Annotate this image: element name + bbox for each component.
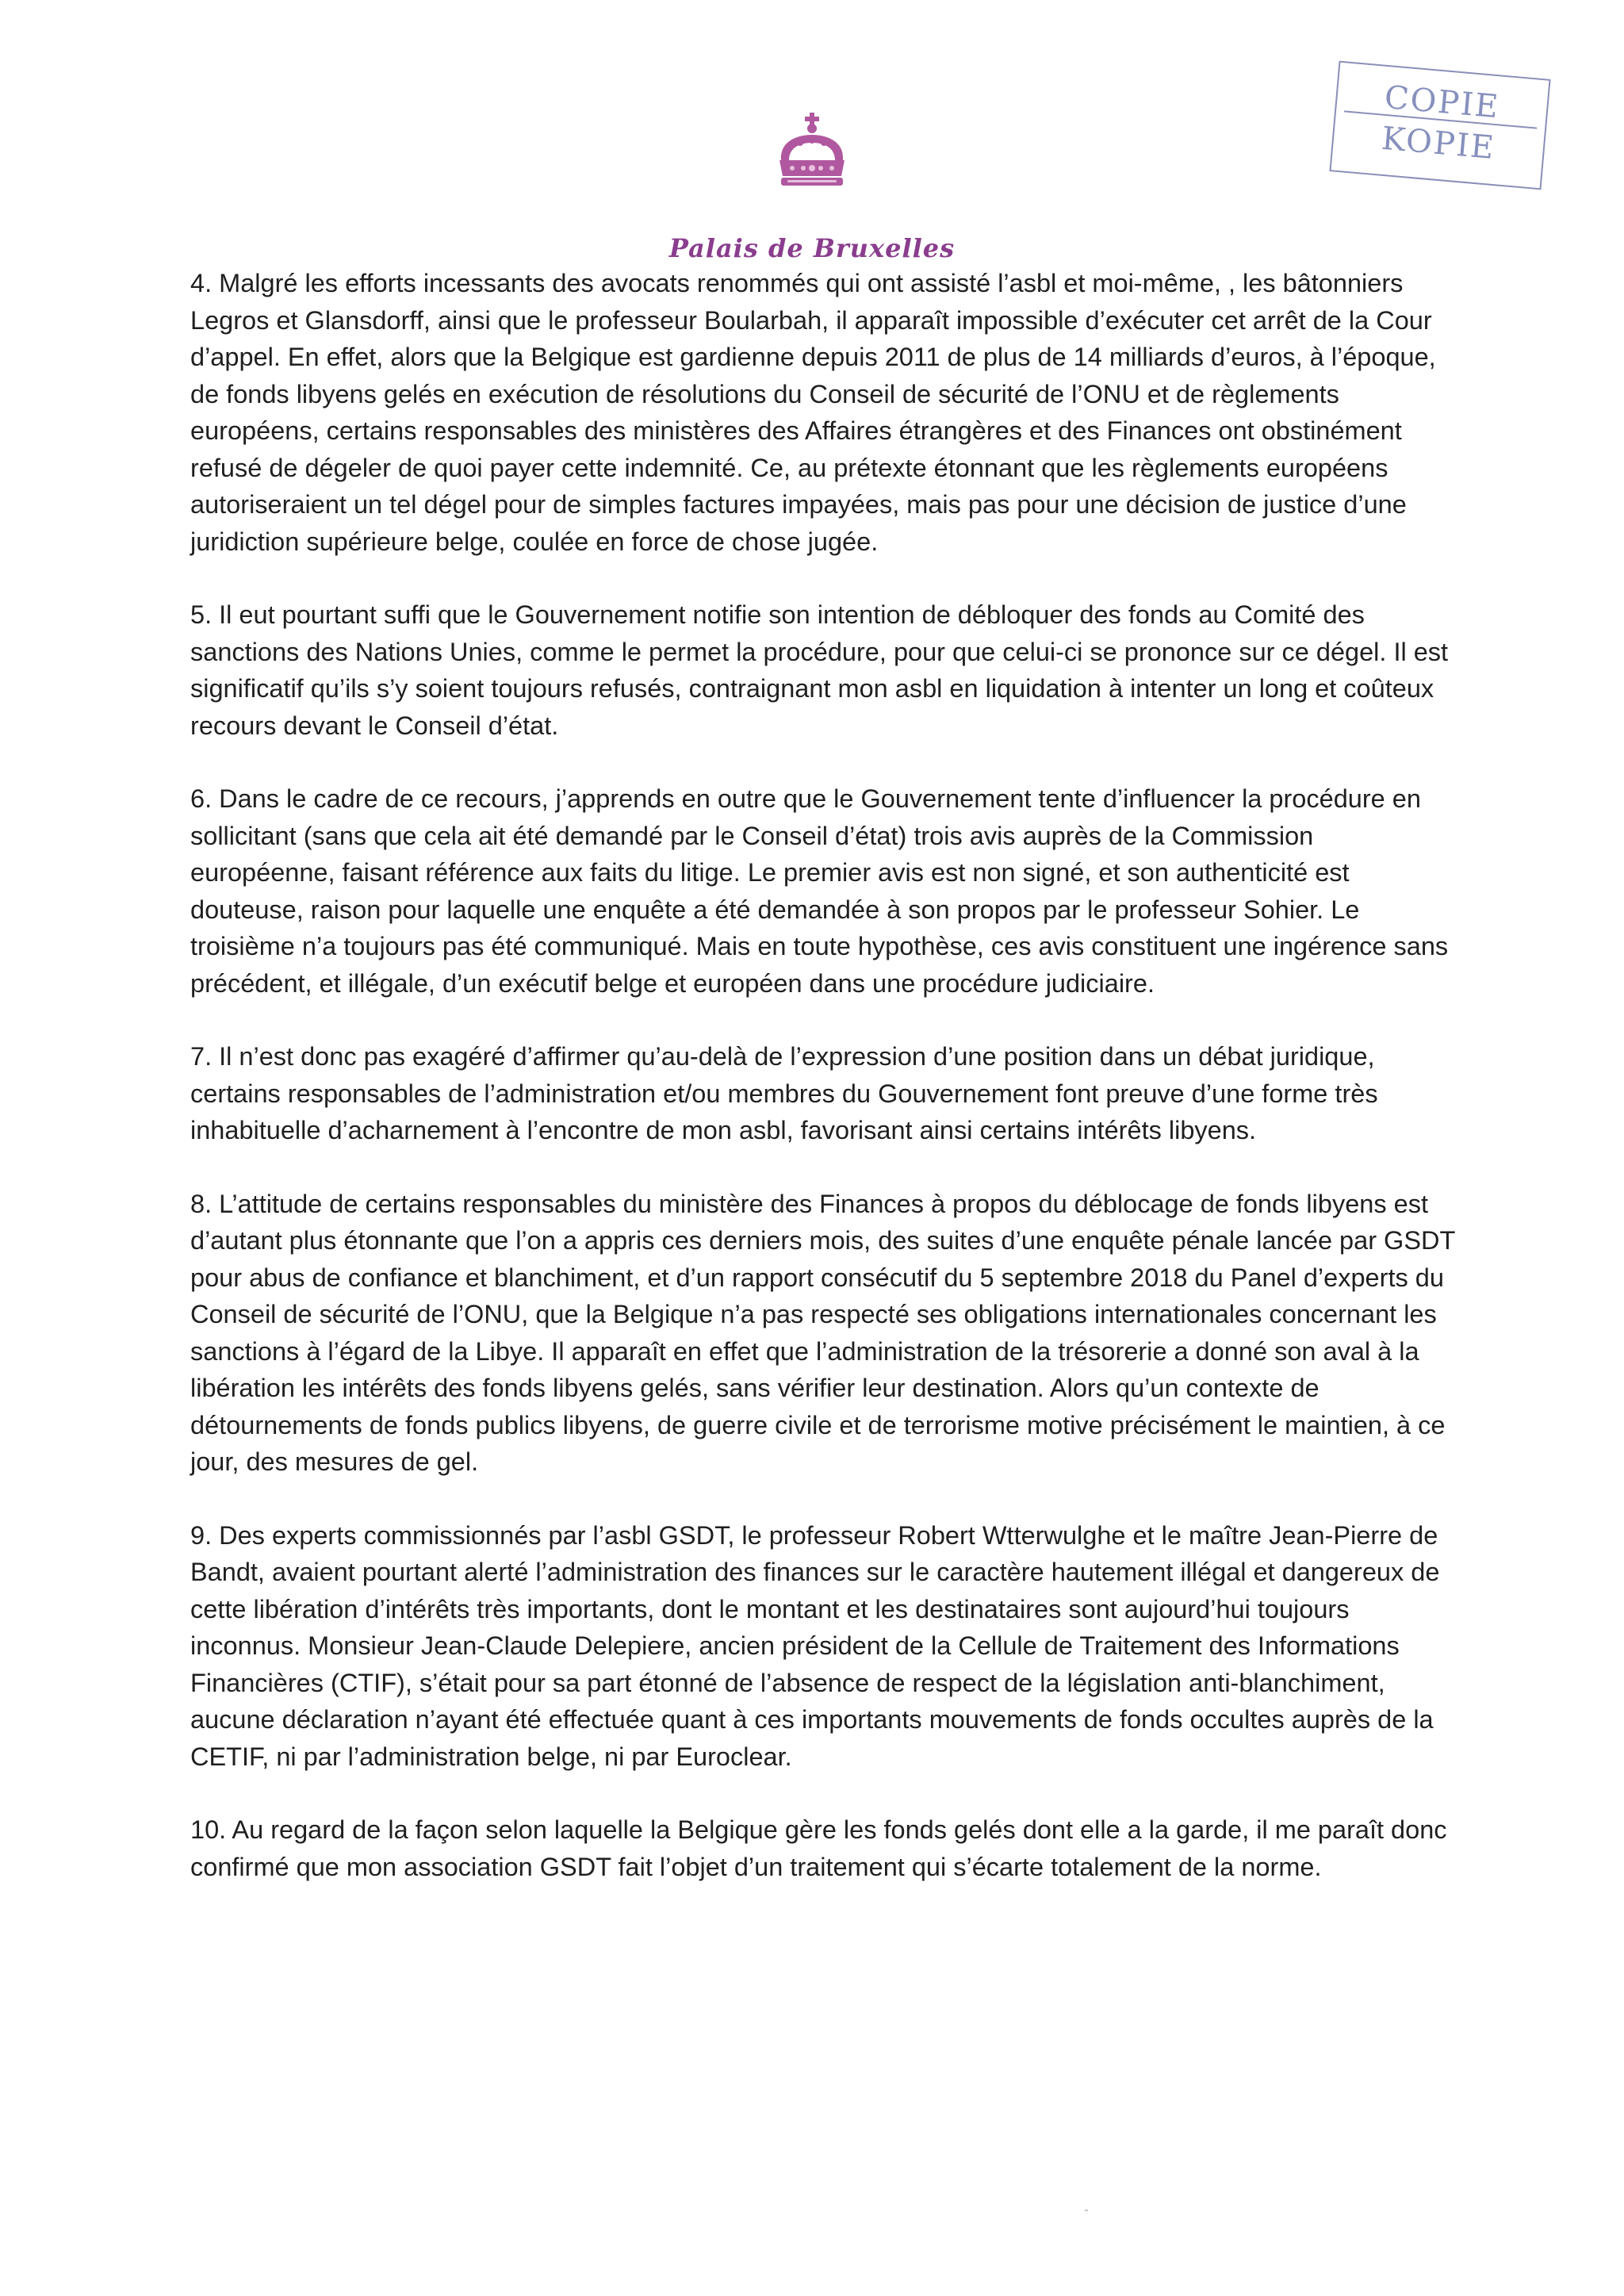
- paragraph-6: 6. Dans le cadre de ce recours, j’apprends en outre que le Gouvernement tente d’influencer la procédure en sollicitant (sans que cela ait été demandé par le Conseil d’état) trois avis auprès de la Commission européenne, faisant référence aux faits du litige. Le premier avis est non signé, et son authenticité est douteuse, raison pour laquelle une enquête a été demandée à son propos par le professeur Sohier. Le troisième n’a toujours pas été communiqué. Mais en toute hypothèse, ces avis constituent une ingérence sans précédent, et illégale, d’un exécutif belge et européen dans une procédure judiciaire.: [190, 784, 1449, 998]
- letter-body: [190, 265, 1459, 1922]
- paragraph-5: 5. Il eut pourtant suffi que le Gouvernement notifie son intention de débloquer des fonds au Comité des sanctions des Nations Unies, comme le permet la procédure, pour que celui-ci se prononce sur ce dégel. Il est significatif qu’ils s’y soient toujours refusés, contraignant mon asbl en liquidation à intenter un long et coûteux recours devant le Conseil d’état.: [190, 600, 1449, 740]
- paragraph-9: 9. Des experts commissionnés par l’asbl GSDT, le professeur Robert Wtterwulghe et le maître Jean-Pierre de Bandt, avaient pourtant alerté l’administration des finances sur le caractère hautement illégal et dangereux de cette libération d’intérêts très importants, dont le montant et les destinataires sont aujourd’hui toujours inconnus. Monsieur Jean-Claude Delepiere, ancien président de la Cellule de Traitement des Informations Financières (CTIF), s’était pour sa part étonné de l’absence de respect de la législation anti-blanchiment, aucune déclaration n’ayant été effectuée quant à ces importants mouvements de fonds occultes auprès de la CETIF, ni par l’administration belge, ni par Euroclear.: [190, 1520, 1440, 1771]
- paragraph-7: 7. Il n’est donc pas exagéré d’affirmer qu’au-delà de l’expression d’une position dans un débat juridique, certains responsables de l’administration et/ou membres du Gouvernement font preuve d’une forme très inhabituelle d’acharnement à l’encontre de mon asbl, favorisant ainsi certains intérêts libyens.: [190, 1042, 1378, 1144]
- crown-icon: [768, 111, 856, 198]
- paragraph-10: 10. Au regard de la façon selon laquelle la Belgique gère les fonds gelés dont elle a la garde, il me paraît donc confirmé que mon association GSDT fait l’objet d’un traitement qui s’écarte totalement de la norme.: [190, 1815, 1447, 1881]
- paragraph-4: 4. Malgré les efforts incessants des avocats renommés qui ont assisté l’asbl et moi-même, , les bâtonniers Legros et Glansdorff, ainsi que le professeur Boularbah, il apparaît impossible d’exécuter cet arrêt de la Cour d’appel. En effet, alors que la Belgique est gardienne depuis 2011 de plus de 14 milliards d’euros, à l’époque, de fonds libyens gelés en exécution de résolutions du Conseil de sécurité de l’ONU et de règlements européens, certains responsables des ministères des Affaires étrangères et des Finances ont obstinément refusé de dégeler de quoi payer cette indemnité. Ce, au prétexte étonnant que les règlements européens autoriseraient un tel dégel pour de simples factures impayées, mais pas pour une décision de justice d’une juridiction supérieure belge, coulée en force de chose jugée.: [190, 269, 1436, 556]
- copy-stamp: [1329, 61, 1550, 190]
- stamp-line-copie: COPIE: [1383, 79, 1501, 126]
- stamp-line-kopie: KOPIE: [1380, 120, 1497, 167]
- scan-speck: [1085, 2210, 1088, 2211]
- palace-name: Palais de Bruxelles: [668, 233, 956, 263]
- paragraph-8: 8. L’attitude de certains responsables du ministère des Finances à propos du déblocage de fonds libyens est d’autant plus étonnante que l’on a appris ces derniers mois, des suites d’une enquête pénale lancée par GSDT pour abus de confiance et blanchiment, et d’un rapport consécutif du 5 septembre 2018 du Panel d’experts du Conseil de sécurité de l’ONU, que la Belgique n’a pas respecté ses obligations internationales concernant les sanctions à l’égard de la Libye. Il apparaît en effet que l’administration de la trésorerie a donné son aval à la libération les intérêts des fonds libyens gelés, sans vérifier leur destination. Alors qu’un contexte de détournements de fonds publics libyens, de guerre civile et de terrorisme motive précisément le maintien, à ce jour, des mesures de gel.: [190, 1189, 1455, 1476]
- letterhead: [653, 111, 971, 263]
